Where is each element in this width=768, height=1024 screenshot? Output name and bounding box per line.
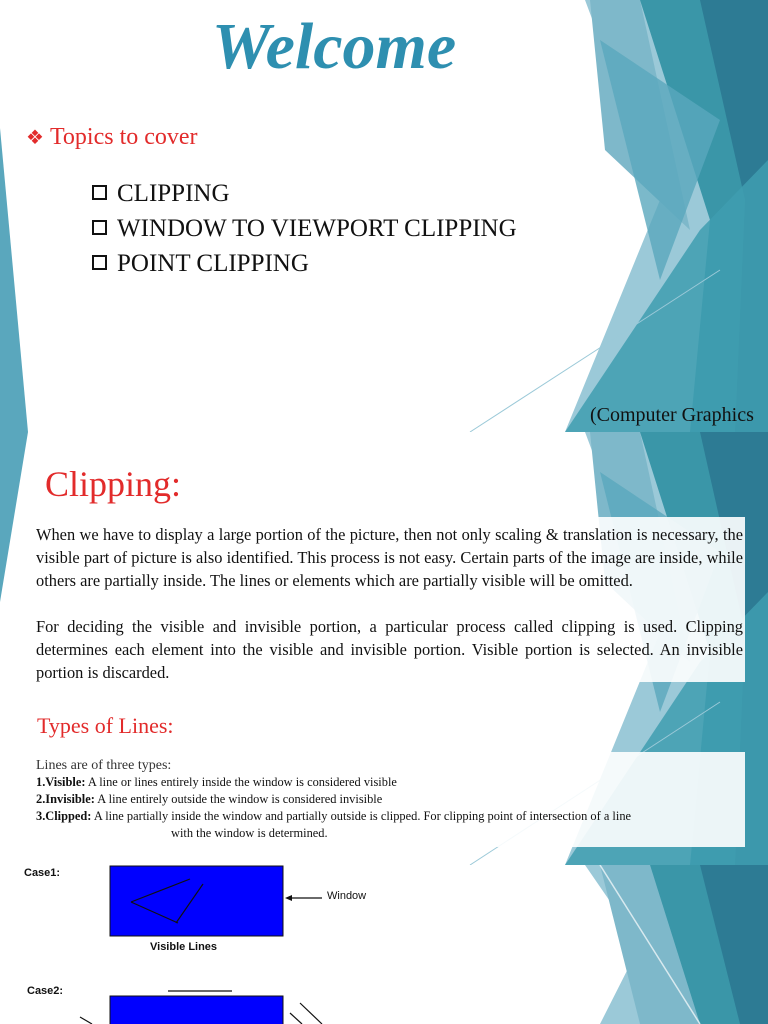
case1-label: Case1: [24, 867, 61, 879]
paragraph-intro: When we have to display a large portion of the picture, then not only scaling & translation is necessary, the visible part of picture is also identified. This process is not easy. Certain parts of the image are inside, while others are partially inside. The lines or elements which are partially visible will be omitted. [36, 525, 743, 590]
type-text: A line or lines entirely inside the window is considered visible [85, 775, 397, 789]
topic-text: CLIPPING [117, 180, 230, 207]
checkbox-bullet-icon [92, 255, 107, 270]
invisible-line [80, 1017, 92, 1024]
diamond-bullet-icon: ❖ [26, 127, 44, 149]
window-rectangle [110, 996, 283, 1024]
topics-heading-text: Topics to cover [49, 124, 198, 150]
window-arrow-icon [285, 895, 322, 901]
visible-lines-caption: Visible Lines [150, 941, 218, 953]
list-item [36, 791, 382, 808]
type-label: 2.Invisible: [36, 792, 95, 806]
type-text: A line partially inside the window and partially outside is clipped. For clipping point of intersection of a line [91, 809, 632, 823]
window-label: Window [327, 890, 367, 902]
invisible-line [290, 1013, 302, 1024]
list-item [92, 246, 517, 281]
list-item [36, 808, 631, 825]
topic-text: WINDOW TO VIEWPORT CLIPPING [117, 215, 517, 242]
type-continuation: with the window is determined. [171, 826, 328, 840]
checkbox-bullet-icon [92, 220, 107, 235]
slide-clipping [0, 432, 768, 865]
course-label: (Computer Graphics [590, 404, 754, 426]
list-item [36, 774, 397, 791]
type-text: A line entirely outside the window is considered invisible [94, 792, 383, 806]
type-label: 1.Visible: [36, 775, 86, 789]
list-item [92, 211, 517, 246]
paragraph-process: For deciding the visible and invisible portion, a particular process called clipping is used. Clipping determines each element into the visible and invisible portion. Visible portion is selected. An invisible portion is discarded. [36, 617, 743, 682]
window-rectangle [110, 866, 283, 936]
topic-text: POINT CLIPPING [117, 250, 309, 277]
case2-label: Case2: [27, 985, 64, 997]
list-item [92, 176, 517, 211]
slide-cases [0, 865, 768, 1024]
welcome-title: Welcome [211, 10, 457, 83]
case-diagram [0, 865, 560, 1024]
invisible-line [300, 1003, 322, 1024]
topics-heading [26, 122, 198, 153]
types-heading: Types of Lines: [37, 713, 174, 738]
checkbox-bullet-icon [92, 185, 107, 200]
slide-welcome [0, 0, 768, 432]
topic-list [92, 176, 517, 281]
type-label: 3.Clipped: [36, 809, 92, 823]
clipping-heading: Clipping: [45, 464, 182, 504]
types-intro: Lines are of three types: [36, 758, 172, 773]
